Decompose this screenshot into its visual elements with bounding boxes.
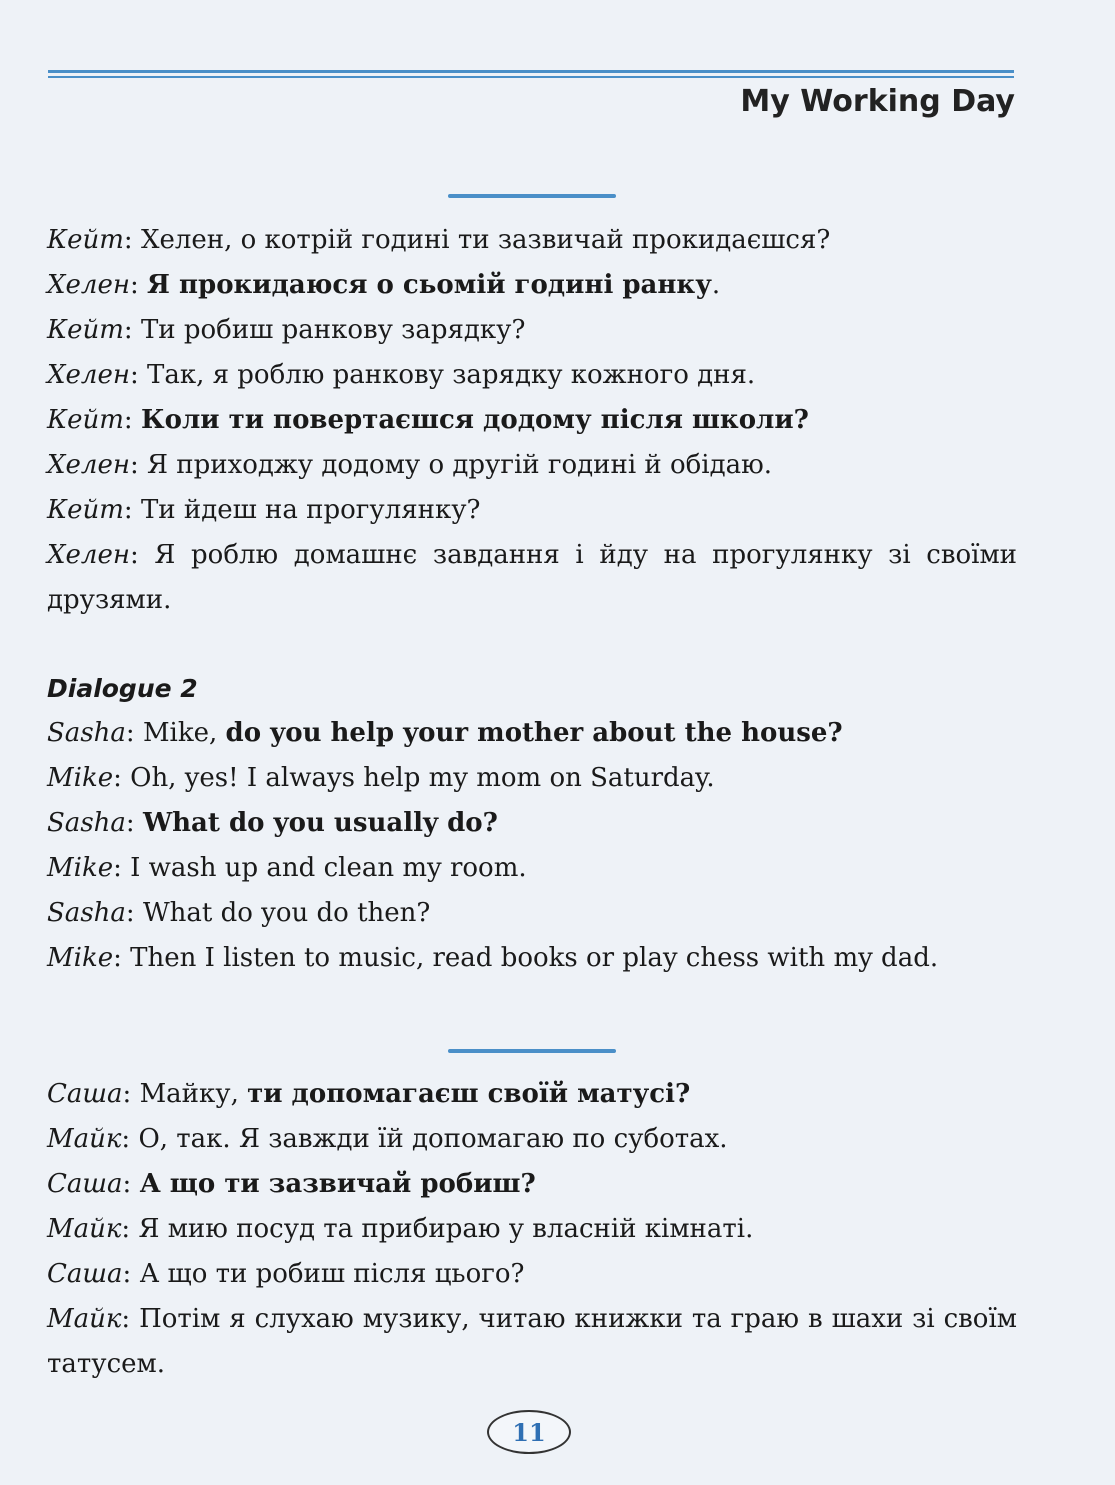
line-text: Я приходжу додому о другій годині й обідаю. xyxy=(147,450,773,480)
dialogue-line: Кейт: Хелен, о котрій годині ти зазвичай прокидаєшся? xyxy=(47,225,831,255)
dialogue-line: Sasha: What do you do then? xyxy=(47,898,431,928)
dialogue-line: Sasha: What do you usually do? xyxy=(47,808,498,838)
dialogue-heading: Dialogue 2 xyxy=(47,674,198,703)
line-text: Так, я роблю ранкову зарядку кожного дня. xyxy=(147,360,756,390)
speaker-name: Майк xyxy=(47,1304,122,1334)
dialogue-line: Mike: I wash up and clean my room. xyxy=(47,853,527,883)
dialogue-line: Саша: А що ти робиш після цього? xyxy=(47,1259,525,1289)
dialogue-line: Кейт: Коли ти повертаєшся додому після школи? xyxy=(47,405,809,435)
dialogue-line: Саша: Майку, ти допомагаєш своїй матусі? xyxy=(47,1079,691,1109)
line-text-bold: ти допомагаєш своїй матусі? xyxy=(247,1079,691,1109)
line-text-bold: What do you usually do? xyxy=(142,808,498,838)
dialogue-line: Майк: О, так. Я завжди їй допомагаю по суботах. xyxy=(47,1124,728,1154)
speaker-name: Хелен xyxy=(47,270,130,300)
line-text: Ти робиш ранкову зарядку? xyxy=(140,315,526,345)
speaker-name: Майк xyxy=(47,1124,122,1154)
speaker-name: Sasha xyxy=(47,718,126,748)
dialogue-line: Майк: Я мию посуд та прибираю у власній кімнаті. xyxy=(47,1214,754,1244)
line-text: Потім я слухаю музику, читаю книжки та граю в шахи зі своїм татусем. xyxy=(47,1304,1017,1379)
dialogue-line: Хелен: Так, я роблю ранкову зарядку кожного дня. xyxy=(47,360,756,390)
line-text: Oh, yes! I always help my mom on Saturday. xyxy=(130,763,715,793)
dialogue-2-translation xyxy=(47,1072,1017,1387)
dialogue-line: Хелен: Я приходжу додому о другій годині й обідаю. xyxy=(47,450,773,480)
speaker-name: Mike xyxy=(47,853,114,883)
dialogue-line: Хелен: Я роблю домашнє завдання і йду на прогулянку зі своїми друзями. xyxy=(47,540,1017,615)
line-text: I wash up and clean my room. xyxy=(130,853,527,883)
speaker-name: Майк xyxy=(47,1214,122,1244)
line-text: Then I listen to music, read books or play chess with my dad. xyxy=(130,943,939,973)
speaker-name: Sasha xyxy=(47,898,126,928)
speaker-name: Кейт xyxy=(47,405,124,435)
dialogue-line: Mike: Oh, yes! I always help my mom on Saturday. xyxy=(47,763,715,793)
dialogue-line: Саша: А що ти зазвичай робиш? xyxy=(47,1169,536,1199)
line-text: Я роблю домашнє завдання і йду на прогулянку зі своїми друзями. xyxy=(47,540,1017,615)
speaker-name: Хелен xyxy=(47,360,130,390)
speaker-name: Саша xyxy=(47,1259,123,1289)
dialogue-line: Mike: Then I listen to music, read books or play chess with my dad. xyxy=(47,943,939,973)
line-text-bold: А що ти зазвичай робиш? xyxy=(139,1169,536,1199)
dialogue-line: Кейт: Ти робиш ранкову зарядку? xyxy=(47,315,526,345)
page-title: My Working Day xyxy=(740,84,1015,119)
dialogue-line: Кейт: Ти йдеш на прогулянку? xyxy=(47,495,481,525)
page-number: 11 xyxy=(487,1410,571,1454)
line-text: What do you do then? xyxy=(142,898,431,928)
dialogue-2 xyxy=(47,666,1017,981)
line-text-bold: do you help your mother about the house? xyxy=(225,718,843,748)
line-text-bold: Я прокидаюся о сьомій годині ранку xyxy=(147,270,712,300)
dialogue-line: Sasha: Mike, do you help your mother about the house? xyxy=(47,718,843,748)
speaker-name: Хелен xyxy=(47,450,130,480)
speaker-name: Кейт xyxy=(47,495,124,525)
speaker-name: Sasha xyxy=(47,808,126,838)
dialogue-1-translation xyxy=(47,218,1017,623)
line-text-bold: Коли ти повертаєшся додому після школи? xyxy=(140,405,809,435)
speaker-name: Mike xyxy=(47,943,114,973)
speaker-name: Кейт xyxy=(47,315,124,345)
header-rule xyxy=(48,70,1014,78)
speaker-name: Саша xyxy=(47,1169,123,1199)
line-text: Хелен, о котрій годині ти зазвичай прокидаєшся? xyxy=(140,225,831,255)
line-text: Ти йдеш на прогулянку? xyxy=(140,495,481,525)
line-text: Я мию посуд та прибираю у власній кімнаті. xyxy=(138,1214,754,1244)
dialogue-line: Майк: Потім я слухаю музику, читаю книжки та граю в шахи зі своїм татусем. xyxy=(47,1304,1017,1379)
line-text: А що ти робиш після цього? xyxy=(139,1259,525,1289)
line-text: О, так. Я завжди їй допомагаю по суботах. xyxy=(138,1124,728,1154)
section-separator xyxy=(448,194,616,198)
dialogue-line: Хелен: Я прокидаюся о сьомій годині ранку. xyxy=(47,270,721,300)
section-separator xyxy=(448,1049,616,1053)
speaker-name: Саша xyxy=(47,1079,123,1109)
speaker-name: Mike xyxy=(47,763,114,793)
line-text: Майку, xyxy=(139,1079,239,1109)
speaker-name: Кейт xyxy=(47,225,124,255)
line-text: Mike, xyxy=(142,718,218,748)
speaker-name: Хелен xyxy=(47,540,130,570)
